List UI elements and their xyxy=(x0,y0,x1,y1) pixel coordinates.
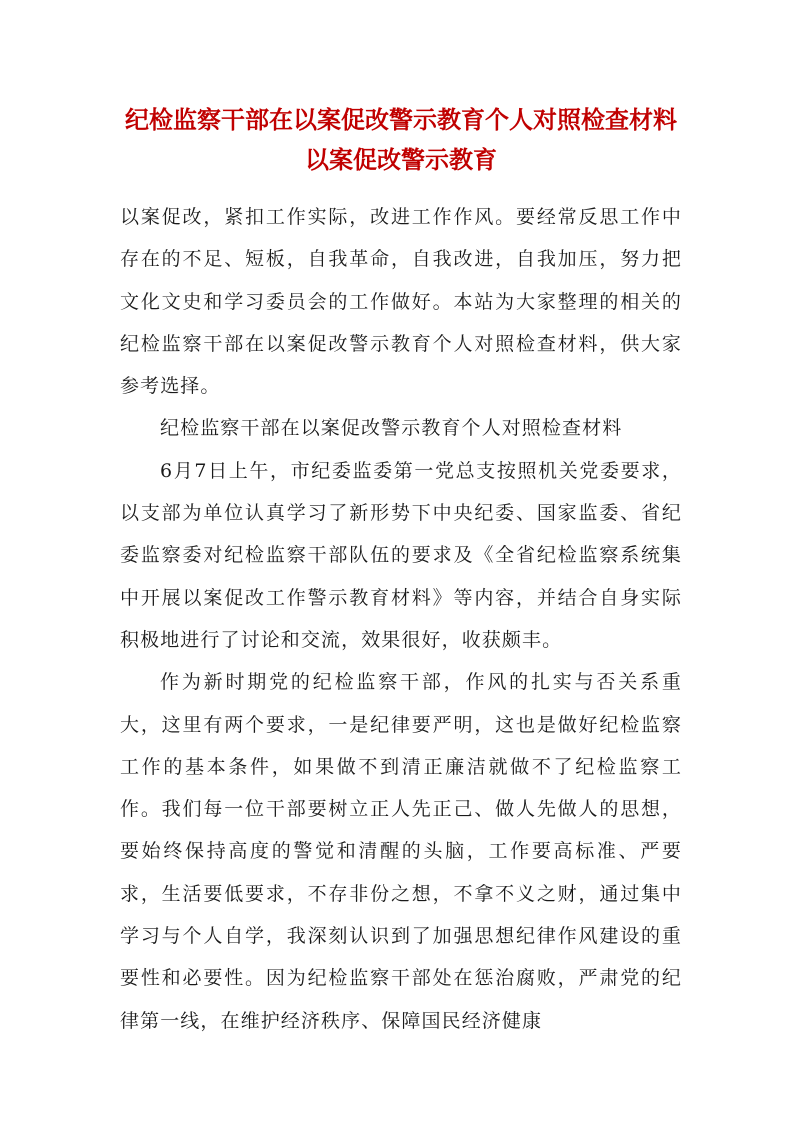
body-paragraph-1: 6月7日上午，市纪委监委第一党总支按照机关党委要求，以支部为单位认真学习了新形势下中央纪委、国家监委、省纪委监察委对纪检监察干部队伍的要求及《全省纪检监察系统集中开展以案促改工作警示教育材料》等内容，并结合自身实际积极地进行了讨论和交流，效果很好，收获颇丰。 xyxy=(120,459,682,651)
intro-paragraph: 以案促改，紧扣工作实际，改进工作作风。要经常反思工作中存在的不足、短板，自我革命，自我改进，自我加压，努力把文化文史和学习委员会的工作做好。本站为大家整理的相关的纪检监察干部在以案促改警示教育个人对照检查材料，供大家参考选择。 xyxy=(120,206,682,398)
document-body xyxy=(120,196,682,1042)
body-paragraph-2: 作为新时期党的纪检监察干部，作风的扎实与否关系重大，这里有两个要求，一是纪律要严明，这也是做好纪检监察工作的基本条件，如果做不到清正廉洁就做不了纪检监察工作。我们每一位干部要树立正人先正己、做人先做人的思想，要始终保持高度的警觉和清醒的头脑，工作要高标准、严要求，生活要低要求，不存非份之想，不拿不义之财，通过集中学习与个人自学，我深刻认识到了加强思想纪律作风建设的重要性和必要性。因为纪检监察干部处在惩治腐败，严肃党的纪律第一线，在维护经济秩序、保障国民经济健康 xyxy=(120,671,682,1032)
title-line-2: 以案促改警示教育 xyxy=(305,145,497,174)
section-heading: 纪检监察干部在以案促改警示教育个人对照检查材料 xyxy=(160,417,623,440)
title-line-1: 纪检监察干部在以案促改警示教育个人对照检查材料 xyxy=(125,105,677,134)
document-title xyxy=(120,100,682,180)
